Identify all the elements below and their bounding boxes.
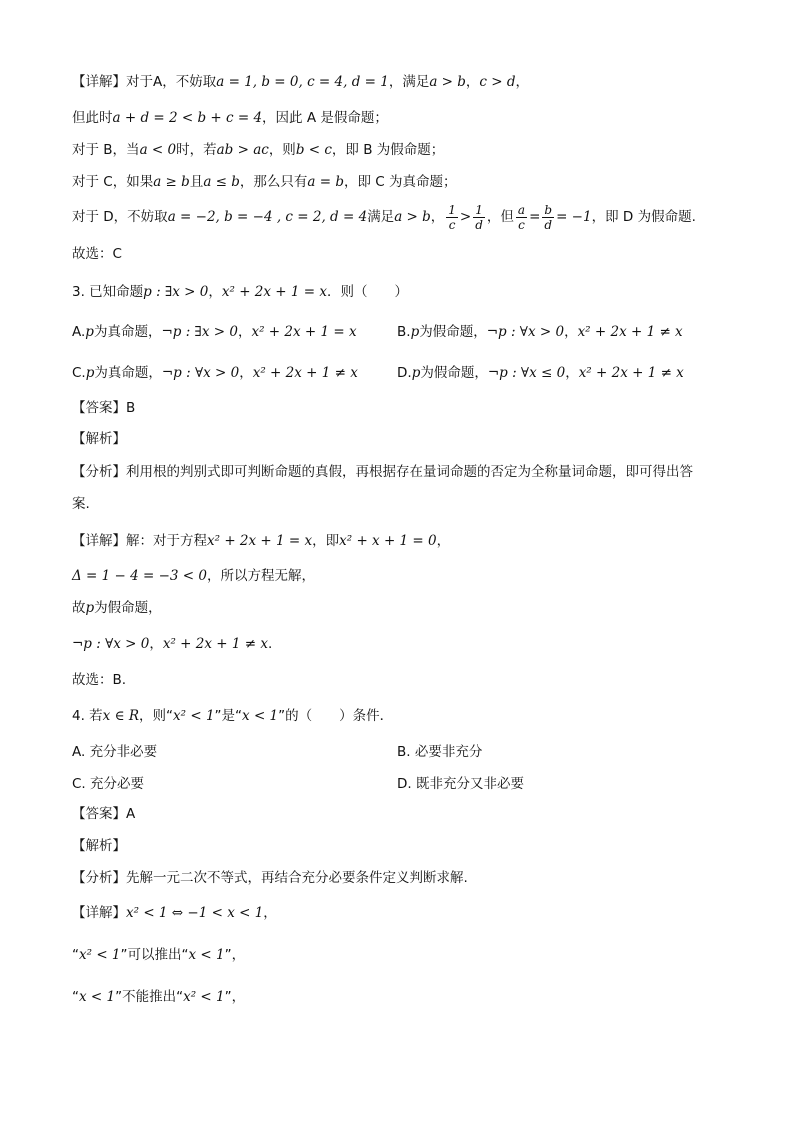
text: 对于 D，不妨取 [72, 209, 168, 225]
text: ，即 [312, 533, 340, 549]
text: “ [72, 947, 79, 963]
math: p [85, 365, 95, 381]
math: ¬p : ∀x ≤ 0 [487, 365, 566, 381]
q3-analysis-cont: 案. [72, 496, 90, 512]
text: 为假命题， [419, 324, 487, 340]
math: x² < 1 ⇔ −1 < x < 1 [126, 905, 264, 921]
q3-option-d [397, 363, 684, 383]
detail-label: 【详解】 [72, 533, 126, 549]
q3-choose: 故选：B. [72, 672, 127, 688]
q4-reason-2 [72, 987, 734, 1007]
q4-option-d: D. 既非充分又非必要 [397, 776, 524, 792]
text: “ [72, 989, 79, 1005]
q4-stem [72, 706, 734, 726]
math: = −1 [556, 209, 592, 225]
text: 为真命题， [94, 365, 162, 381]
denominator: c [518, 217, 525, 232]
numerator: 1 [473, 203, 485, 218]
numerator: 1 [448, 202, 456, 217]
text: ，则“ [139, 708, 174, 724]
text: ，所以方程无解， [207, 568, 315, 584]
detail-line-b [72, 140, 734, 160]
math: = [529, 209, 541, 225]
math: a = b [307, 174, 344, 190]
q3-conclusion [72, 598, 734, 618]
option-label: A. [72, 324, 86, 340]
math: c > d [479, 74, 516, 90]
text: 对于 B，当 [72, 142, 140, 158]
option-label: B. [397, 324, 411, 340]
math: a > b [394, 209, 431, 225]
text: ”， [224, 947, 246, 963]
math: a = −2, b = −4 , c = 2, d = 4 [167, 209, 368, 225]
fraction-1-over-d [473, 203, 485, 232]
math: a ≤ b [203, 174, 240, 190]
detail-line-a2 [72, 108, 734, 128]
text: ，因此 A 是假命题； [262, 110, 388, 126]
text: ，那么只有 [239, 174, 308, 190]
analysis-label: 【分析】 [72, 870, 126, 886]
text: ，即 B 为假命题； [331, 142, 445, 158]
math: a < 0 [139, 142, 177, 158]
text: ，则 [268, 142, 296, 158]
math: x < 1 [188, 947, 225, 963]
q3-delta [72, 566, 734, 586]
denominator: d [544, 217, 553, 232]
detail-line-a [72, 72, 734, 92]
math: x < 1 [79, 989, 116, 1005]
q3-negation [72, 634, 734, 654]
text: ， [565, 365, 579, 381]
text: 但此时 [72, 110, 113, 126]
detail-line-d [72, 200, 734, 234]
math: ¬p : ∀x > 0 [161, 365, 240, 381]
math: b < c [295, 142, 332, 158]
math: a ≥ b [153, 174, 190, 190]
fraction-1-over-c [446, 203, 458, 232]
math: x² + x + 1 = 0 [339, 533, 437, 549]
math: p [411, 365, 421, 381]
math: > [459, 209, 472, 225]
detail-line-c [72, 172, 734, 192]
text: ， [237, 324, 252, 340]
text: 对于A，不妨取 [126, 74, 217, 90]
text: ， [465, 74, 480, 90]
q3-option-a [72, 322, 357, 342]
text: 解：对于方程 [126, 533, 207, 549]
math: x² < 1 [183, 989, 225, 1005]
q3-answer: 【答案】B [72, 400, 136, 416]
q3-option-b [397, 322, 683, 342]
text: ， [263, 905, 277, 921]
math: p [410, 324, 420, 340]
text: ．则（ ） [327, 284, 408, 300]
q4-analysis-heading: 【解析】 [72, 838, 126, 854]
math: x² + 2x + 1 = x [207, 533, 313, 549]
q4-option-a: A. 充分非必要 [72, 744, 158, 760]
fraction-a-over-c [516, 203, 527, 232]
text: . [267, 636, 273, 652]
q4-answer: 【答案】A [72, 806, 136, 822]
text: 且 [189, 174, 204, 190]
q3-analysis [72, 462, 734, 482]
q3-analysis-heading: 【解析】 [72, 431, 126, 447]
text: 故 [72, 600, 86, 616]
math: a = 1, b = 0, c = 4, d = 1 [216, 74, 389, 90]
text: ，满足 [388, 74, 430, 90]
math: x < 1 [242, 708, 279, 724]
detail-label: 【详解】 [72, 74, 126, 90]
denominator: d [475, 217, 483, 232]
denominator: c [448, 217, 456, 232]
math: a > b [429, 74, 466, 90]
text: ”不能推出“ [115, 989, 184, 1005]
math: ab > ac [216, 142, 269, 158]
text: ， [430, 209, 445, 225]
math: x² + 2x + 1 = x [251, 324, 357, 340]
text: ， [564, 324, 578, 340]
text: 时，若 [176, 142, 217, 158]
math: ¬p : ∀x > 0 [72, 636, 150, 652]
math: x ∈ R [102, 708, 140, 724]
text: 先解一元二次不等式，再结合充分必要条件定义判断求解. [126, 870, 468, 886]
q4-detail [72, 903, 734, 923]
math: x² + 2x + 1 = x [221, 284, 327, 300]
numerator: b [544, 202, 553, 217]
math: x² + 2x + 1 ≠ x [578, 365, 684, 381]
text: ， [515, 74, 530, 90]
option-label: D. [397, 365, 412, 381]
text: 为假命题， [94, 600, 162, 616]
q3-option-c [72, 363, 358, 383]
text: ，即 D 为假命题. [591, 209, 696, 225]
text: 利用根的判别式即可判断命题的真假，再根据存在量词命题的否定为全称量词命题，即可得出答 [126, 464, 693, 480]
text: ，即 C 为真命题； [344, 174, 457, 190]
math: x² + 2x + 1 ≠ x [577, 324, 683, 340]
choose-c: 故选：C [72, 246, 122, 262]
text: 3. 已知命题 [72, 284, 144, 300]
q3-stem [72, 282, 734, 302]
q3-detail [72, 531, 734, 551]
text: ”可以推出“ [120, 947, 189, 963]
math: p [85, 324, 94, 340]
text: ”， [224, 989, 246, 1005]
math: p : ∃x > 0 [143, 284, 209, 300]
text: ， [208, 284, 222, 300]
math: x² < 1 [79, 947, 121, 963]
q4-analysis [72, 868, 734, 888]
text: 为假命题， [420, 365, 488, 381]
math: Δ = 1 − 4 = −3 < 0 [72, 568, 207, 584]
math: x² < 1 [173, 708, 215, 724]
text: ”是“ [214, 708, 243, 724]
math: ¬p : ∃x > 0 [161, 324, 238, 340]
math: p [85, 600, 95, 616]
text: 满足 [367, 209, 395, 225]
math: x² + 2x + 1 ≠ x [162, 636, 268, 652]
q4-reason-1 [72, 945, 734, 965]
q4-option-b: B. 必要非充分 [397, 744, 483, 760]
text: ，但 [486, 209, 514, 225]
detail-label: 【详解】 [72, 905, 126, 921]
text: 对于 C，如果 [72, 174, 154, 190]
text: ”的（ ）条件． [278, 708, 394, 724]
option-label: C. [72, 365, 86, 381]
q4-option-c: C. 充分必要 [72, 776, 145, 792]
text: ， [436, 533, 451, 549]
math: a + d = 2 < b + c = 4 [112, 110, 263, 126]
text: 为真命题， [93, 324, 162, 340]
text: ， [149, 636, 163, 652]
math: x² + 2x + 1 ≠ x [252, 365, 358, 381]
numerator: a [517, 202, 526, 217]
text: ， [239, 365, 253, 381]
fraction-b-over-d [542, 203, 554, 232]
text: 4. 若 [72, 708, 103, 724]
analysis-label: 【分析】 [72, 464, 126, 480]
math: ¬p : ∀x > 0 [486, 324, 565, 340]
